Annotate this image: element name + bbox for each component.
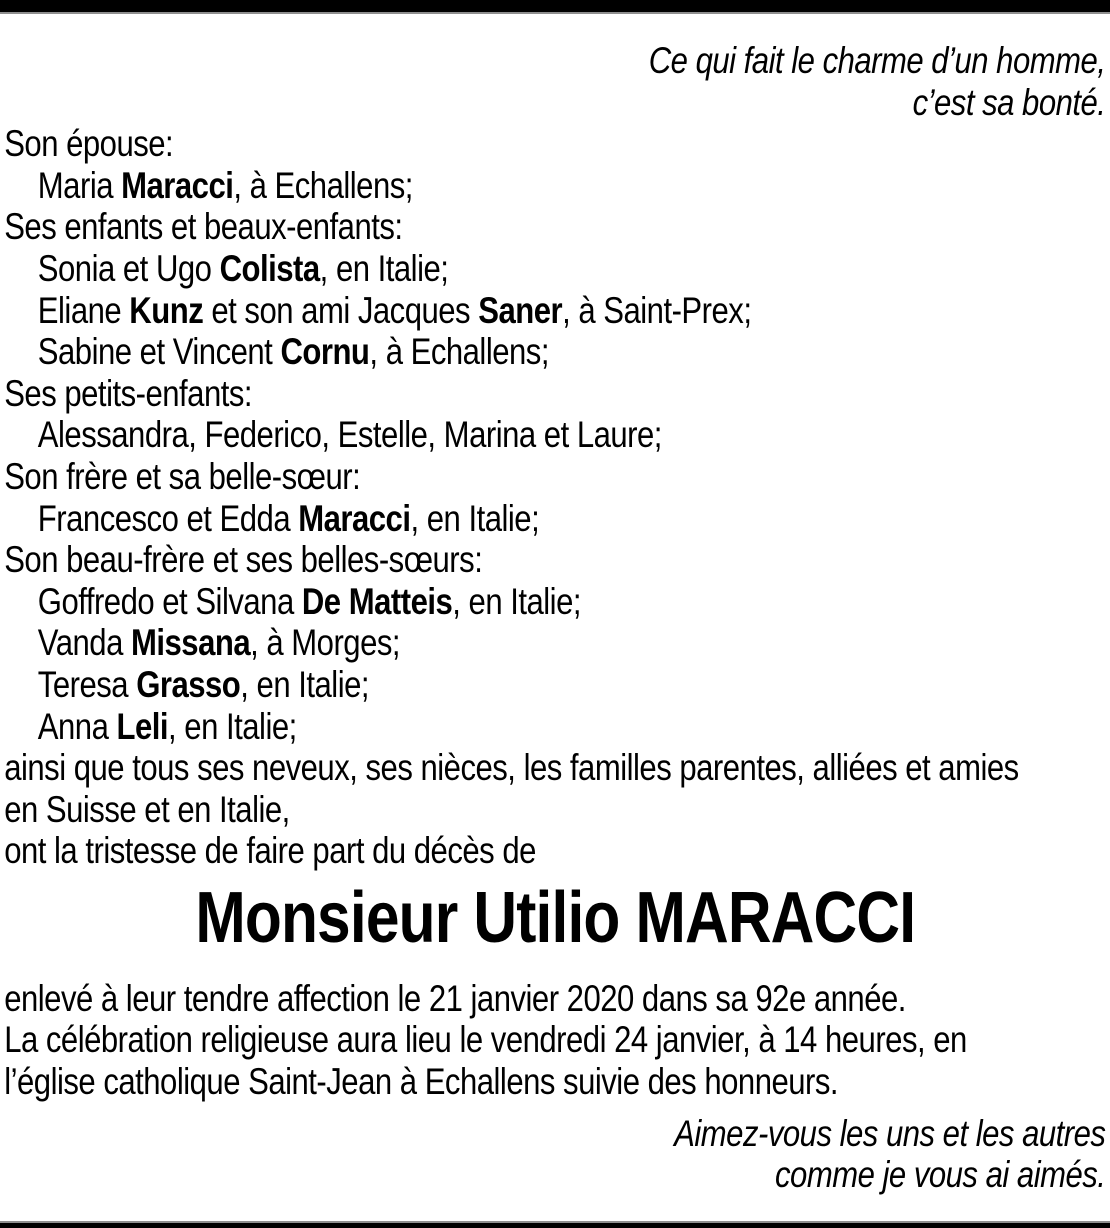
family-text: , à Morges; bbox=[250, 622, 401, 664]
family-text: Son beau-frère et ses belles-sœurs: bbox=[4, 539, 483, 581]
family-line bbox=[4, 830, 1110, 872]
family-text: Vanda bbox=[37, 622, 131, 664]
family-line bbox=[4, 706, 1110, 748]
bottom-border-rule bbox=[0, 1221, 1110, 1228]
epigraph bbox=[0, 40, 1110, 123]
family-text: , à Saint-Prex; bbox=[562, 289, 752, 331]
family-line bbox=[4, 456, 1110, 498]
family-line bbox=[4, 290, 1110, 332]
family-name: Colista bbox=[219, 247, 320, 289]
family-line bbox=[4, 539, 1110, 581]
family-text: Alessandra, Federico, Estelle, Marina et Laure; bbox=[37, 414, 662, 456]
family-line bbox=[4, 123, 1110, 165]
family-text: , en Italie; bbox=[319, 247, 449, 289]
family-line bbox=[4, 165, 1110, 207]
family-text: Sabine et Vincent bbox=[37, 331, 281, 373]
family-name: Saner bbox=[478, 289, 563, 331]
family-line bbox=[4, 206, 1110, 248]
family-text: Goffredo et Silvana bbox=[37, 580, 302, 622]
epigraph-line-2: c’est sa bonté. bbox=[912, 81, 1106, 123]
family-name: Grasso bbox=[136, 663, 241, 705]
family-text: , en Italie; bbox=[240, 663, 370, 705]
family-name: Maracci bbox=[298, 497, 411, 539]
family-name: De Matteis bbox=[301, 580, 453, 622]
family-name: Kunz bbox=[129, 289, 204, 331]
family-text: Francesco et Edda bbox=[37, 497, 299, 539]
family-line bbox=[4, 373, 1110, 415]
family-text: Ses petits-enfants: bbox=[4, 372, 253, 414]
details-line-2: La célébration religieuse aura lieu le vendredi 24 janvier, à 14 heures, en bbox=[4, 1019, 967, 1061]
family-text: ainsi que tous ses neveux, ses nièces, les familles parentes, alliées et amies bbox=[4, 747, 1019, 789]
family-text: Eliane bbox=[37, 289, 130, 331]
family-name: Cornu bbox=[280, 331, 370, 373]
family-text: , à Echallens; bbox=[369, 331, 549, 373]
family-text: , en Italie; bbox=[452, 580, 581, 622]
family-text: en Suisse et en Italie, bbox=[4, 788, 290, 830]
family-text: Sonia et Ugo bbox=[37, 247, 220, 289]
epigraph-line-1: Ce qui fait le charme d’un homme, bbox=[648, 40, 1106, 81]
details-line-1: enlevé à leur tendre affection le 21 janvier 2020 dans sa 92e année. bbox=[4, 977, 906, 1019]
family-name: Leli bbox=[116, 705, 169, 747]
details-line-3: l’église catholique Saint-Jean à Echallens suivie des honneurs. bbox=[4, 1061, 839, 1103]
family-line bbox=[4, 581, 1110, 623]
funeral-details bbox=[0, 978, 1110, 1103]
family-text: , à Echallens; bbox=[233, 164, 413, 206]
family-text: , en Italie; bbox=[410, 497, 540, 539]
family-line bbox=[4, 498, 1110, 540]
family-line bbox=[4, 789, 1110, 831]
family-line bbox=[4, 622, 1110, 664]
top-border-rule bbox=[0, 0, 1110, 14]
family-line bbox=[4, 414, 1110, 456]
family-text: Son frère et sa belle-sœur: bbox=[4, 455, 361, 497]
family-text: , en Italie; bbox=[168, 705, 297, 747]
family-text: Anna bbox=[37, 705, 117, 747]
family-line bbox=[4, 747, 1110, 789]
closing-line-2: comme je vous ai aimés. bbox=[775, 1154, 1106, 1196]
closing-quote bbox=[0, 1113, 1110, 1196]
family-line bbox=[4, 664, 1110, 706]
family-list bbox=[0, 123, 1110, 872]
family-text: ont la tristesse de faire part du décès de bbox=[4, 830, 536, 872]
family-name: Maracci bbox=[121, 164, 234, 206]
closing-line-1: Aimez-vous les uns et les autres bbox=[674, 1112, 1106, 1154]
family-text: et son ami Jacques bbox=[203, 289, 479, 331]
obituary-notice bbox=[0, 16, 1110, 1196]
family-text: Teresa bbox=[37, 663, 137, 705]
family-text: Ses enfants et beaux-enfants: bbox=[4, 206, 403, 248]
family-text: Maria bbox=[37, 164, 122, 206]
family-line bbox=[4, 331, 1110, 373]
family-line bbox=[4, 248, 1110, 290]
family-name: Missana bbox=[130, 622, 251, 664]
family-text: Son épouse: bbox=[4, 123, 174, 165]
deceased-name: Monsieur Utilio MARACCI bbox=[195, 877, 916, 958]
